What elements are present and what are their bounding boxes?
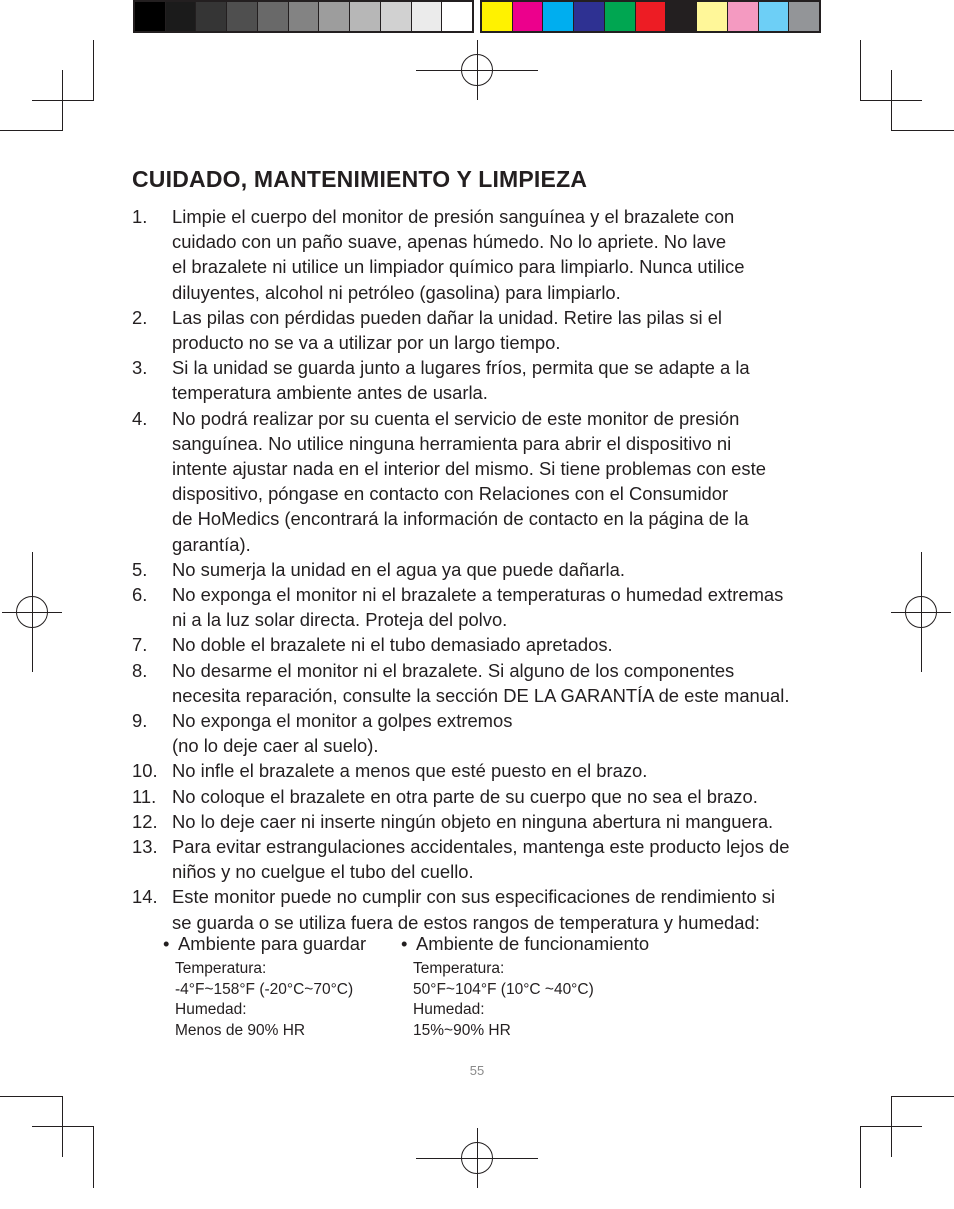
bullet: • (401, 933, 408, 954)
color-swatch (543, 2, 574, 31)
list-item (132, 204, 832, 305)
process-color-bar (480, 0, 821, 33)
color-swatch (605, 2, 636, 31)
list-item-number: 8. (132, 659, 148, 681)
color-swatch (636, 2, 667, 31)
list-item-text-line: el brazalete ni utilice un limpiador químico para limpiarlo. Nunca utilice (172, 256, 745, 278)
storage-temperature-value: -4°F~158°F (-20°C~70°C) (175, 980, 354, 998)
list-item-number: 5. (132, 558, 148, 580)
color-swatch (381, 2, 412, 31)
color-swatch (227, 2, 258, 31)
list-item-number: 12. (132, 810, 158, 832)
list-item-text-line: No sumerja la unidad en el agua ya que puede dañarla. (172, 558, 625, 580)
list-item (132, 557, 832, 582)
operating-heading: Ambiente de funcionamiento (416, 933, 650, 954)
list-item-number: 3. (132, 357, 148, 379)
color-swatch (666, 2, 697, 31)
list-item-number: 4. (132, 407, 148, 429)
list-item-number: 11. (132, 785, 157, 807)
list-item-text-line: No desarme el monitor ni el brazalete. Si alguno de los componentes (172, 659, 735, 681)
list-item (132, 632, 832, 657)
page-title: CUIDADO, MANTENIMIENTO Y LIMPIEZA (132, 166, 588, 192)
grayscale-color-bar (133, 0, 474, 33)
list-item (132, 884, 832, 934)
list-item (132, 305, 832, 355)
color-swatch (442, 2, 472, 31)
list-item-number: 1. (132, 206, 148, 227)
color-swatch (574, 2, 605, 31)
list-item-text-line: necesita reparación, consulte la sección DE LA GARANTÍA de este manual. (172, 684, 790, 706)
color-swatch (759, 2, 790, 31)
storage-temperature-label: Temperatura: (175, 960, 267, 977)
list-item-text-line: No coloque el brazalete en otra parte de su cuerpo que no sea el brazo. (172, 785, 758, 807)
list-item-text-line: garantía). (172, 533, 251, 555)
color-swatch (258, 2, 289, 31)
list-item-text-line: Las pilas con pérdidas pueden dañar la unidad. Retire las pilas si el (172, 306, 723, 328)
operating-temperature-label: Temperatura: (413, 960, 505, 977)
color-swatch (728, 2, 759, 31)
list-item-number: 2. (132, 306, 148, 328)
list-item-text-line: Limpie el cuerpo del monitor de presión sanguínea y el brazalete con (172, 206, 735, 227)
storage-heading: Ambiente para guardar (178, 933, 367, 954)
bullet: • (163, 933, 170, 954)
list-item-text-line: No exponga el monitor a golpes extremos (172, 710, 513, 732)
list-item-text-line: No exponga el monitor ni el brazalete a temperaturas o humedad extremas (172, 584, 784, 606)
list-item (132, 406, 832, 557)
list-item (132, 758, 832, 783)
list-item (132, 658, 832, 708)
list-item (132, 809, 832, 834)
list-item-text-line: Si la unidad se guarda junto a lugares fríos, permita que se adapte a la (172, 357, 750, 379)
list-item-text-line: temperatura ambiente antes de usarla. (172, 382, 488, 404)
color-swatch (513, 2, 544, 31)
list-item-text-line: ni a la luz solar directa. Proteja del polvo. (172, 609, 508, 631)
list-item-text-line: de HoMedics (encontrará la información de contacto en la página de la (172, 508, 749, 530)
list-item-text-line: se guarda o se utiliza fuera de estos rangos de temperatura y humedad: (172, 911, 760, 933)
list-item-text-line: niños y no cuelgue el tubo del cuello. (172, 861, 474, 883)
list-item-text-line: No infle el brazalete a menos que esté puesto en el brazo. (172, 760, 648, 782)
list-item-number: 7. (132, 634, 148, 656)
list-item-text-line: Para evitar estrangulaciones accidentales, mantenga este producto lejos de (172, 836, 790, 858)
list-item-text-line: diluyentes, alcohol ni petróleo (gasolina) para limpiarlo. (172, 281, 621, 303)
color-swatch (319, 2, 350, 31)
list-item-text-line: cuidado con un paño suave, apenas húmedo. No lo apriete. No lave (172, 231, 727, 253)
color-swatch (789, 2, 819, 31)
list-item-text-line: sanguínea. No utilice ninguna herramienta para abrir el dispositivo ni (172, 432, 732, 454)
list-item (132, 355, 832, 405)
color-swatch (350, 2, 381, 31)
color-swatch (697, 2, 728, 31)
storage-humidity-value: Menos de 90% HR (175, 1021, 306, 1039)
storage-humidity-label: Humedad: (175, 1001, 247, 1018)
list-item-number: 14. (132, 886, 158, 908)
list-item-number: 10. (132, 760, 158, 782)
color-swatch (135, 2, 166, 31)
list-item (132, 784, 832, 809)
care-instructions-list (132, 204, 832, 935)
list-item-text-line: intente ajustar nada en el interior del mismo. Si tiene problemas con este (172, 458, 766, 480)
operating-temperature-value: 50°F~104°F (10°C ~40°C) (413, 980, 594, 998)
list-item-number: 9. (132, 710, 148, 732)
color-swatch (482, 2, 513, 31)
list-item-number: 13. (132, 836, 158, 858)
list-item-text-line: (no lo deje caer al suelo). (172, 735, 379, 757)
list-item-text-line: dispositivo, póngase en contacto con Relaciones con el Consumidor (172, 483, 729, 505)
list-item-number: 6. (132, 584, 148, 606)
color-swatch (412, 2, 443, 31)
list-item-text-line: Este monitor puede no cumplir con sus especificaciones de rendimiento si (172, 886, 776, 908)
list-item-text-line: No doble el brazalete ni el tubo demasiado apretados. (172, 634, 613, 656)
list-item (132, 834, 832, 884)
color-swatch (166, 2, 197, 31)
list-item (132, 582, 832, 632)
operating-humidity-value: 15%~90% HR (413, 1021, 511, 1039)
color-swatch (289, 2, 320, 31)
operating-humidity-label: Humedad: (413, 1001, 485, 1018)
color-swatch (196, 2, 227, 31)
list-item-text-line: No lo deje caer ni inserte ningún objeto en ninguna abertura ni manguera. (172, 810, 774, 832)
list-item-text-line: No podrá realizar por su cuenta el servicio de este monitor de presión (172, 407, 740, 429)
storage-conditions (163, 931, 366, 1041)
page-number: 55 (469, 1063, 485, 1078)
operating-conditions (401, 931, 649, 1041)
list-item (132, 708, 832, 758)
list-item-text-line: producto no se va a utilizar por un largo tiempo. (172, 332, 561, 354)
